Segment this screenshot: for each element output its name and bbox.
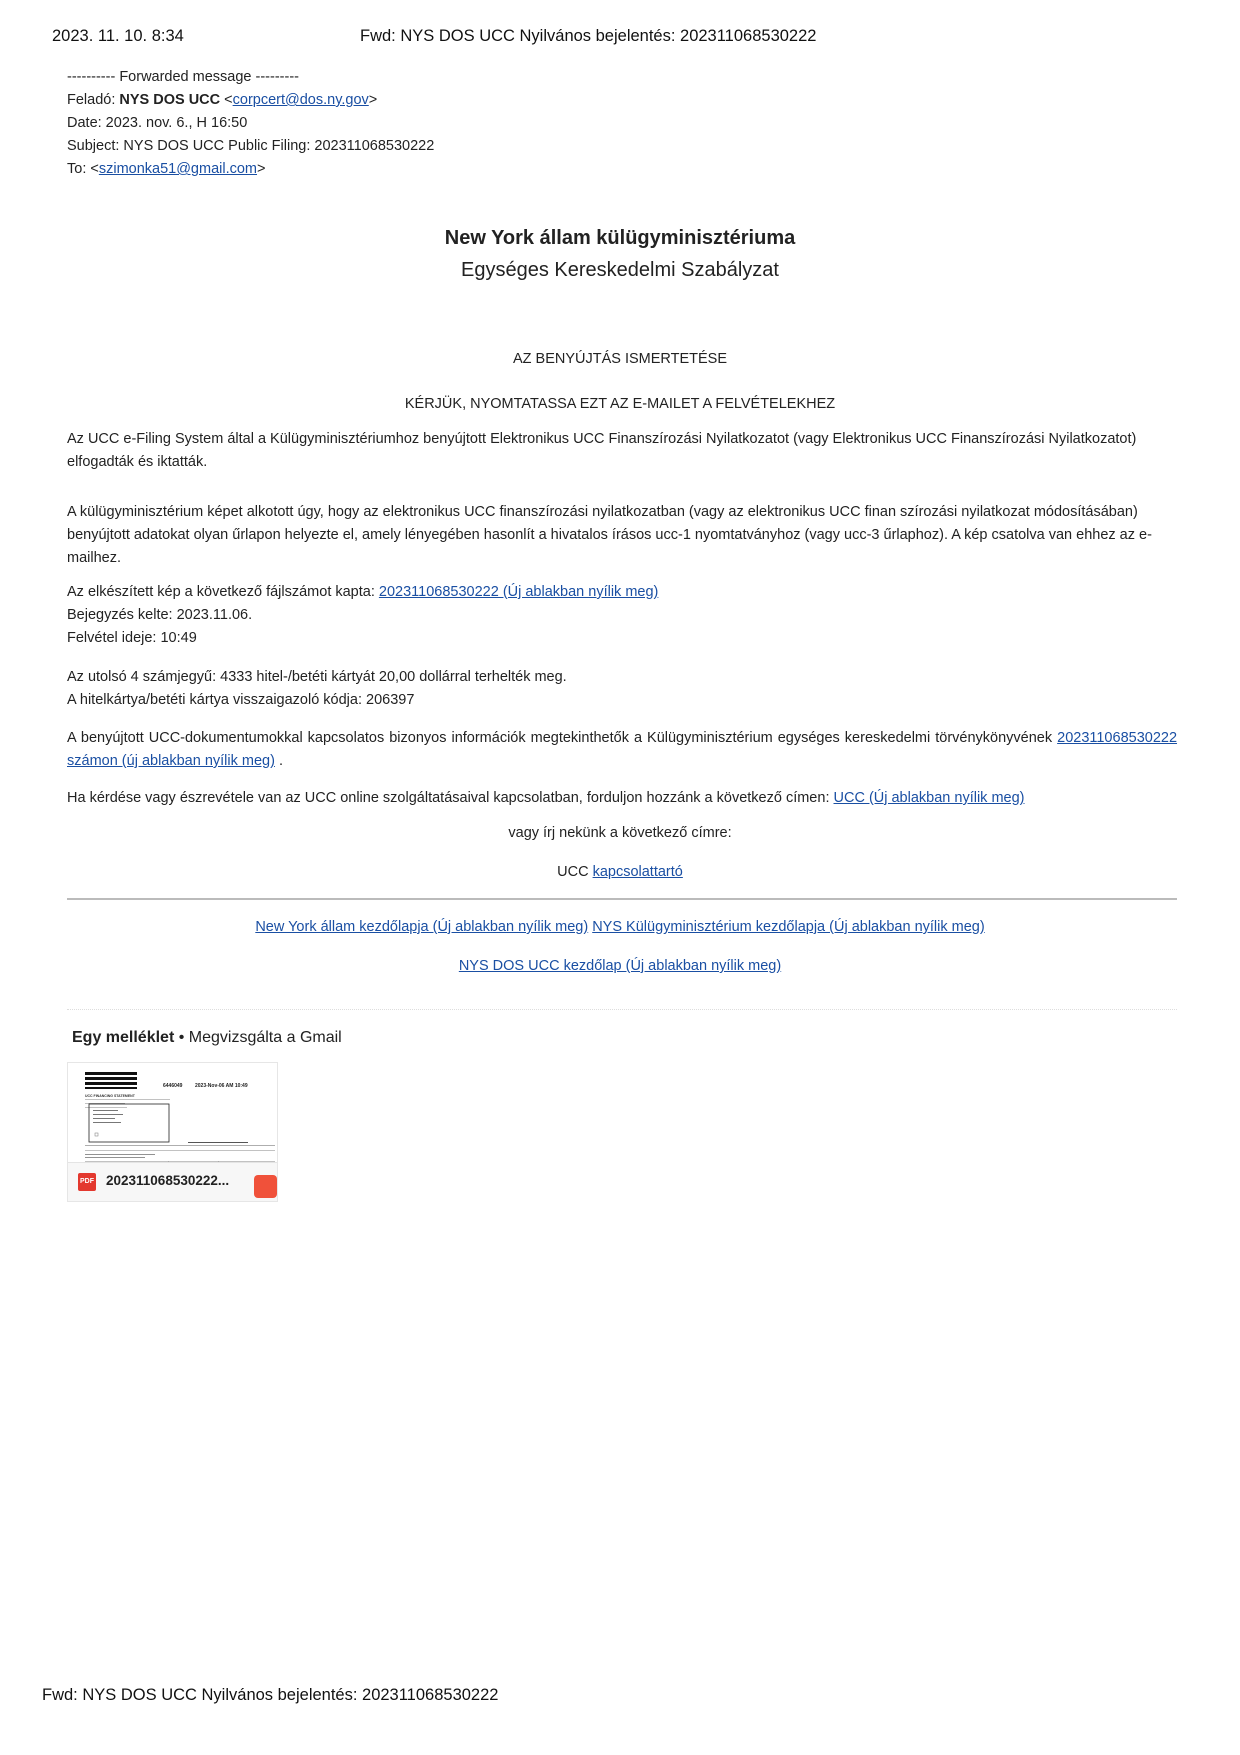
document-thumbnail-icon xyxy=(68,1063,278,1165)
card-charge: Az utolsó 4 számjegyű: 4333 hitel-/betéti kártyát 20,00 dollárral terhelték meg. xyxy=(67,669,567,685)
attachment-card[interactable] xyxy=(67,1062,278,1202)
to-label: To: xyxy=(67,161,91,177)
acceptance-paragraph: Az UCC e-Filing System által a Külügyminisztériumhoz benyújtott Elektronikus UCC Finanszírozási Nyilatkozatot (vagy Elektronikus UCC Finanszírozási Nyilatkozatot) elfogadták és iktatták. xyxy=(67,431,1137,470)
subject-line: Subject: NYS DOS UCC Public Filing: 202311068530222 xyxy=(67,138,435,154)
card-confirmation-code: A hitelkártya/betéti kártya visszaigazoló kódja: 206397 xyxy=(67,692,415,708)
print-title: Fwd: NYS DOS UCC Nyilvános bejelentés: 202311068530222 xyxy=(360,27,817,45)
ny-state-home-link[interactable]: New York állam kezdőlapja (Új ablakban nyílik meg) xyxy=(255,919,589,935)
attachment-scan-note: • Megvizsgálta a Gmail xyxy=(174,1029,342,1046)
from-line: Feladó: NYS DOS UCC <corpcert@dos.ny.gov> xyxy=(67,92,378,108)
forwarded-headers xyxy=(67,66,434,181)
payment-block xyxy=(67,666,1177,712)
print-datetime: 2023. 11. 10. 8:34 xyxy=(52,27,184,45)
print-instruction: KÉRJÜK, NYOMTATASSA EZT AZ E-MAILET A FELVÉTELEKHEZ xyxy=(404,396,836,412)
dos-home-link[interactable]: NYS Külügyminisztérium kezdőlapja (Új ablakban nyílik meg) xyxy=(592,919,985,935)
info-paragraph xyxy=(67,727,1177,773)
attachment-footer xyxy=(68,1162,277,1201)
registry-link[interactable]: 202311068530222 számon (új ablakban nyílik meg) xyxy=(67,730,1178,769)
entry-date: Bejegyzés kelte: 2023.11.06. xyxy=(67,607,253,623)
dos-ucc-home-link[interactable]: NYS DOS UCC kezdőlap (Új ablakban nyílik meg) xyxy=(458,958,782,974)
recipient-email-link[interactable]: szimonka51@gmail.com xyxy=(98,161,258,177)
file-number-text: Az elkészített kép a következő fájlszámot kapta: xyxy=(67,584,379,600)
date-line: Date: 2023. nov. 6., H 16:50 xyxy=(67,115,248,131)
download-icon[interactable] xyxy=(254,1175,277,1198)
attachment-count: Egy melléklet xyxy=(72,1029,175,1046)
info-end: . xyxy=(274,753,283,769)
footer-links-row-2 xyxy=(0,958,1240,974)
divider xyxy=(67,898,1177,900)
ucc-label: UCC xyxy=(557,864,593,880)
to-line: To: <szimonka51@gmail.com> xyxy=(67,161,266,177)
record-time: Felvétel ideje: 10:49 xyxy=(67,630,197,646)
org-title: New York állam külügyminisztériuma xyxy=(444,227,796,249)
attachment-divider xyxy=(67,1009,1177,1010)
thumb-number: 6446049 xyxy=(163,1083,183,1089)
section-heading: AZ BENYÚJTÁS ISMERTETÉSE xyxy=(512,351,728,367)
contact-line xyxy=(0,864,1240,880)
attachment-preview xyxy=(68,1063,278,1165)
thumb-date: 2023-Nov-06 AM 10:49 xyxy=(195,1083,248,1089)
sender-email-link[interactable]: corpcert@dos.ny.gov xyxy=(232,92,369,108)
thumb-heading: UCC FINANCING STATEMENT xyxy=(85,1094,135,1098)
forward-separator: ---------- Forwarded message --------- xyxy=(67,69,299,85)
attachment-header xyxy=(72,1029,342,1047)
pdf-icon: PDF xyxy=(78,1173,96,1191)
attachment-filename: 202311068530222... xyxy=(106,1173,230,1188)
image-paragraph: A külügyminisztérium képet alkotott úgy, hogy az elektronikus UCC finanszírozási nyilatkozatban (vagy az elektronikus UCC finan szírozási nyilatkozat módosításában) benyújtott adatokat olyan űrlapon helyezte el, amely lényegében hasonlít a hivatalos írásos ucc-1 nyomtatványhoz (vagy ucc-3 űrlaphoz). A kép csatolva van ehhez az e-mailhez. xyxy=(67,504,1152,566)
file-number-line xyxy=(67,581,1177,604)
questions-text: Ha kérdése vagy észrevétele van az UCC online szolgáltatásaival kapcsolatban, forduljon hozzánk a következő címen: xyxy=(67,790,834,806)
file-number-block xyxy=(67,581,1177,650)
questions-paragraph xyxy=(67,787,1177,810)
ucc-link[interactable]: UCC (Új ablakban nyílik meg) xyxy=(833,790,1025,806)
org-subtitle: Egységes Kereskedelmi Szabályzat xyxy=(461,259,779,281)
print-footer-title: Fwd: NYS DOS UCC Nyilvános bejelentés: 202311068530222 xyxy=(42,1686,499,1704)
from-label: Feladó: xyxy=(67,92,120,108)
contact-link[interactable]: kapcsolattartó xyxy=(592,864,683,880)
or-write-text: vagy írj nekünk a következő címre: xyxy=(508,825,732,841)
file-number-link[interactable]: 202311068530222 (Új ablakban nyílik meg) xyxy=(378,584,659,600)
sender-name: NYS DOS UCC xyxy=(119,92,221,108)
info-text: A benyújtott UCC-dokumentumokkal kapcsolatos bizonyos információk megtekinthetők a Külügyminisztérium egységes kereskedelmi törvénykönyvének xyxy=(67,730,1053,746)
footer-links-row xyxy=(0,919,1240,935)
